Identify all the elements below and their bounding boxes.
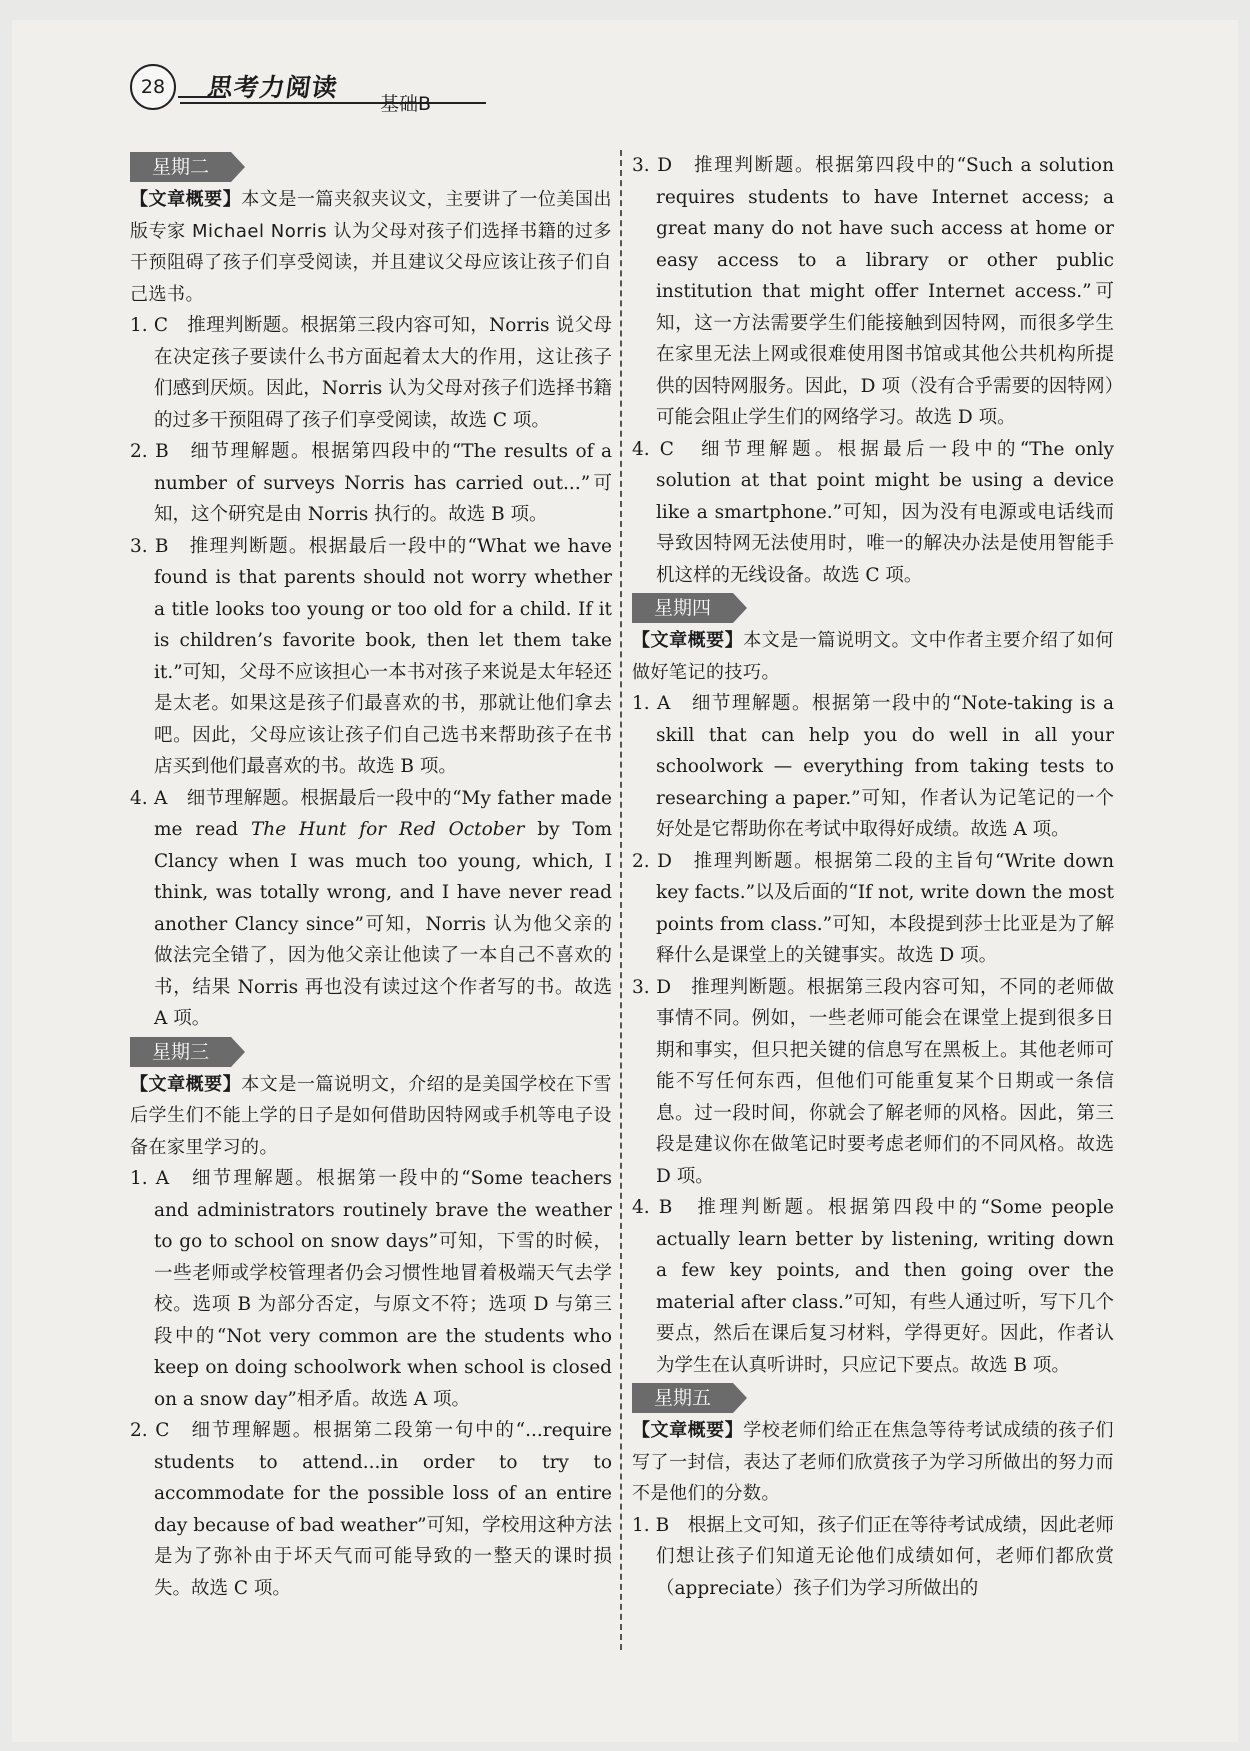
page-header bbox=[130, 62, 470, 122]
summary-text: 本文是一篇夹叙夹议文，主要讲了一位美国出版专家 Michael Norris 认为父母对孩子们选择书籍的过多干预阻碍了孩子们享受阅读，并且建议父母应该让孩子们自己选书。 bbox=[130, 189, 613, 305]
answer-item: 2. B 细节理解题。根据第四段中的“The results of a number of surveys Norris has carried out...”可知，这个研究是由 Norris 执行的。故选 B 项。 bbox=[130, 441, 612, 525]
answer-item: 1. A 细节理解题。根据第一段中的“Some teachers and administrators routinely brave the weather to go to school on snow days”可知，下雪的时候，一些老师或学校管理者仍会习惯性地冒着极端天气去学校。选项 B 为部分否定，与原文不符；选项 D 与第三段中的“Not very common are the students who keep on doing schoolwork when school is closed on a snow day”相矛盾。故选 A 项。 bbox=[130, 1168, 612, 1410]
item-text: by Tom Clancy when I was much too young, which, I think, was totally wrong, and I have never read another Clancy since”可知，Norris 认为他父亲的做法完全错了，因为他父亲让他读了一本自己不喜欢的书，结果 Norris 再也没有读过这个作者写的书。故选 A 项。 bbox=[154, 819, 613, 1029]
summary-label: 【文章概要】 bbox=[632, 1420, 744, 1441]
brand-title: 思考力阅读 bbox=[205, 73, 340, 102]
answer-item bbox=[130, 783, 612, 1035]
answer-item: 3. D 推理判断题。根据第三段内容可知，不同的老师做事情不同。例如，一些老师可能会在课堂上提到很多日期和事实，但只把关键的信息写在黑板上。其他老师可能不写任何东西，但他们可能重复某个日期或一条信息。过一段时间，你就会了解老师的风格。因此，第三段是建议你在做笔记时要考虑老师们的不同风格。故选 D 项。 bbox=[632, 976, 1114, 1187]
column-divider bbox=[620, 150, 622, 1650]
day-tag-tuesday: 星期二 bbox=[130, 152, 231, 182]
left-column bbox=[130, 150, 612, 1604]
day-tag-wednesday: 星期三 bbox=[130, 1037, 231, 1067]
answer-item: 4. C 细节理解题。根据最后一段中的“The only solution at that point might be using a device like a smartphone.”可知，因为没有电源或电话线而导致因特网无法使用时，唯一的解决办法是使用智能手机这样的无线设备。故选 C 项。 bbox=[632, 438, 1114, 586]
item-text: 4. A 细节理解题。根据最后一段中的“My father made me read bbox=[130, 787, 612, 840]
day-tag-thursday: 星期四 bbox=[632, 593, 733, 623]
summary-label: 【文章概要】 bbox=[130, 189, 242, 210]
page-number: 28 bbox=[130, 64, 176, 110]
day-tag-friday: 星期五 bbox=[632, 1383, 733, 1413]
answer-item: 4. B 推理判断题。根据第四段中的“Some people actually learn better by listening, writing down a few key points, and then going over the material after class.”可知，有些人通过听，写下几个要点，然后在课后复习材料，学得更好。因此，作者认为学生在认真听讲时，只应记下要点。故选 B 项。 bbox=[632, 1197, 1114, 1376]
summary-label: 【文章概要】 bbox=[130, 1073, 242, 1095]
summary-tuesday bbox=[130, 184, 612, 310]
right-column bbox=[632, 150, 1114, 1604]
summary-label: 【文章概要】 bbox=[632, 630, 744, 651]
book-title: The Hunt for Red October bbox=[250, 819, 525, 840]
summary-wednesday bbox=[130, 1069, 612, 1164]
summary-text: 本文是一篇说明文。文中作者主要介绍了如何做好笔记的技巧。 bbox=[632, 630, 1115, 683]
level-label: 基础B bbox=[380, 93, 432, 115]
header-rule bbox=[180, 102, 486, 104]
summary-friday bbox=[632, 1415, 1114, 1510]
answer-item: 3. B 推理判断题。根据最后一段中的“What we have found is that parents should not worry whether a title looks too young or too old for a child. If it is children’s favorite book, then let them take it.”可知，父母不应该担心一本书对孩子来说是太年轻还是太老。如果这是孩子们最喜欢的书，那就让他们拿去吧。因此，父母应该让孩子们自己选书来帮助孩子在书店买到他们最喜欢的书。故选 B 项。 bbox=[130, 535, 612, 777]
summary-text: 学校老师们给正在焦急等待考试成绩的孩子们写了一封信，表达了老师们欣赏孩子为学习所做出的努力而不是他们的分数。 bbox=[632, 1420, 1115, 1504]
summary-thursday bbox=[632, 625, 1114, 688]
answer-item: 1. A 细节理解题。根据第一段中的“Note-taking is a skill that can help you do well in all your schoolwork — everything from taking tests to researching a paper.”可知，作者认为记笔记的一个好处是它帮助你在考试中取得好成绩。故选 A 项。 bbox=[632, 693, 1114, 840]
answer-item: 1. B 根据上文可知，孩子们正在等待考试成绩，因此老师们想让孩子们知道无论他们成绩如何，老师们都欣赏（appreciate）孩子们为学习所做出的 bbox=[632, 1514, 1114, 1599]
answer-item: 1. C 推理判断题。根据第三段内容可知，Norris 说父母在决定孩子要读什么书方面起着太大的作用，这让孩子们感到厌烦。因此，Norris 认为父母对孩子们选择书籍的过多干预阻碍了孩子们享受阅读，故选 C 项。 bbox=[130, 315, 612, 431]
answer-item: 2. C 细节理解题。根据第二段第一句中的“...require students to attend...in order to try to accommodate for the possible loss of an entire day because of bad weather”可知，学校用这种方法是为了弥补由于坏天气而可能导致的一整天的课时损失。故选 C 项。 bbox=[130, 1420, 612, 1599]
answer-item: 3. D 推理判断题。根据第四段中的“Such a solution requires students to have Internet access; a great many do not have such access at home or easy access to a library or other public institution that might offer Internet access.”可知，这一方法需要学生们能接触到因特网，而很多学生在家里无法上网或很难使用图书馆或其他公共机构所提供的因特网服务。因此，D 项（没有合乎需要的因特网）可能会阻止学生们的网络学习。故选 D 项。 bbox=[632, 155, 1114, 428]
summary-text: 本文是一篇说明文，介绍的是美国学校在下雪后学生们不能上学的日子是如何借助因特网或手机等电子设备在家里学习的。 bbox=[130, 1073, 613, 1158]
answer-item: 2. D 推理判断题。根据第二段的主旨句“Write down key facts.”以及后面的“If not, write down the most points from class.”可知，本段提到莎士比亚是为了解释什么是课堂上的关键事实。故选 D 项。 bbox=[632, 850, 1114, 966]
